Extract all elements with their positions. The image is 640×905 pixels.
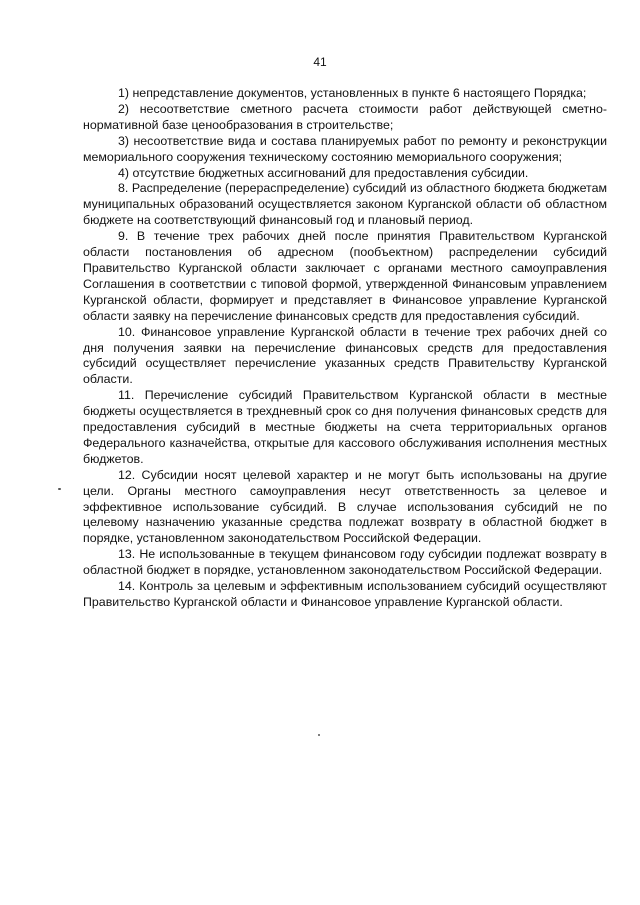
document-body [83, 86, 607, 611]
scan-speck [58, 488, 61, 490]
page-number: 41 [313, 55, 327, 69]
paragraph-item-13: 13. Не использованные в текущем финансовом году субсидии подлежат возврату в областной бюджет в порядке, установленном законодательством Российской Федерации. [83, 547, 607, 578]
paragraph-item-10: 10. Финансовое управление Курганской области в течение трех рабочих дней со дня получения заявки на перечисление финансовых средств для предоставления субсидий осуществляет перечисление указанных средств Правительству Курганской области. [83, 324, 607, 387]
paragraph-item-11: 11. Перечисление субсидий Правительством Курганской области в местные бюджеты осуществляется в трехдневный срок со дня получения финансовых средств для предоставления субсидий в местные бюджеты на счета территориальных органов Федерального казначейства, открытые для кассового обслуживания исполнения местных бюджетов. [83, 388, 607, 466]
paragraph-reason-1: 1) непредставление документов, установленных в пункте 6 настоящего Порядка; [118, 86, 587, 100]
paragraph-item-14: 14. Контроль за целевым и эффективным использованием субсидий осуществляют Правительство Курганской области и Финансовое управление Курганской области. [83, 579, 607, 609]
scan-speck [318, 734, 320, 736]
paragraph-item-12: 12. Субсидии носят целевой характер и не могут быть использованы на другие цели. Органы местного самоуправления несут ответственность за целевое и эффективное использование субсидий. В случае использования субсидий не по целевому назначению указанные средства подлежат возврату в областной бюджет в порядке, установленном законодательством Российской Федерации. [83, 467, 607, 546]
paragraph-item-8: 8. Распределение (перераспределение) субсидий из областного бюджета бюджетам муниципальных образований осуществляется законом Курганской области об областном бюджете на соответствующий финансовый год и плановый период. [83, 181, 607, 228]
paragraph-reason-4: 4) отсутствие бюджетных ассигнований для предоставления субсидии. [118, 165, 529, 180]
paragraph-reason-3: 3) несоответствие вида и состава планируемых работ по ремонту и реконструкции мемориального сооружения техническому состоянию мемориального сооружения; [83, 133, 607, 164]
paragraph-reason-2: 2) несоответствие сметного расчета стоимости работ действующей сметно-нормативной базе ценообразования в строительстве; [83, 101, 607, 132]
paragraph-item-9: 9. В течение трех рабочих дней после принятия Правительством Курганской области постановления об адресном (пообъектном) распределении субсидий Правительство Курганской области заключает с органами местного самоуправления Соглашения в соответствии с типовой формой, утвержденной Финансовым управлением Курганской области, формирует и представляет в Финансовое управление Курганской области заявку на перечисление финансовых средств для предоставления субсидий. [83, 229, 607, 323]
